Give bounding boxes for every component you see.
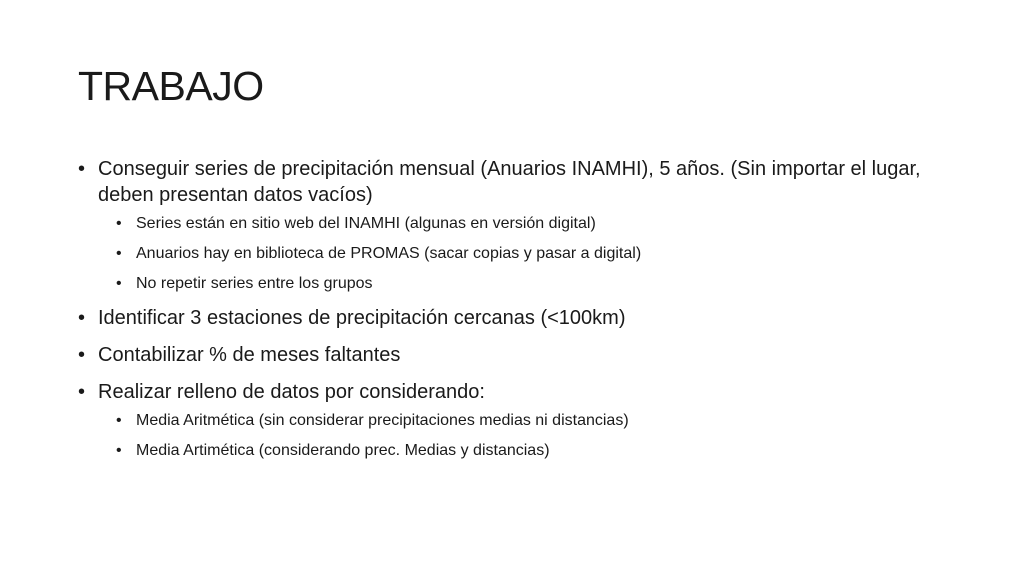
bullet-dot-icon: • bbox=[78, 344, 86, 366]
bullet-item bbox=[78, 156, 958, 294]
sub-bullet-item bbox=[98, 440, 958, 461]
bullet-item bbox=[78, 305, 958, 331]
sub-bullet-list bbox=[98, 213, 958, 294]
sub-bullet-item bbox=[98, 273, 958, 294]
bullet-dot-icon: • bbox=[78, 381, 86, 403]
sub-bullet-dot-icon: • bbox=[116, 215, 122, 232]
sub-bullet-dot-icon: • bbox=[116, 275, 122, 292]
slide-title: TRABAJO bbox=[78, 63, 264, 109]
sub-bullet-dot-icon: • bbox=[116, 412, 122, 429]
bullet-dot-icon: • bbox=[78, 307, 86, 329]
bullet-text: Realizar relleno de datos por considerando: bbox=[98, 381, 485, 403]
sub-bullet-text: Series están en sitio web del INAMHI (algunas en versión digital) bbox=[136, 215, 596, 232]
sub-bullet-list bbox=[98, 410, 958, 461]
sub-bullet-item bbox=[98, 243, 958, 264]
bullet-item bbox=[78, 342, 958, 368]
sub-bullet-text: Media Artimética (considerando prec. Medias y distancias) bbox=[136, 442, 550, 459]
bullet-item bbox=[78, 379, 958, 461]
sub-bullet-item bbox=[98, 410, 958, 431]
sub-bullet-item bbox=[98, 213, 958, 234]
sub-bullet-text: No repetir series entre los grupos bbox=[136, 275, 373, 292]
sub-bullet-text: Anuarios hay en biblioteca de PROMAS (sacar copias y pasar a digital) bbox=[136, 245, 642, 262]
sub-bullet-dot-icon: • bbox=[116, 245, 122, 262]
bullet-dot-icon: • bbox=[78, 158, 86, 180]
sub-bullet-dot-icon: • bbox=[116, 442, 122, 459]
bullet-text: Contabilizar % de meses faltantes bbox=[98, 344, 401, 366]
sub-bullet-text: Media Aritmética (sin considerar precipitaciones medias ni distancias) bbox=[136, 412, 629, 429]
bullet-text: Identificar 3 estaciones de precipitación cercanas (<100km) bbox=[98, 307, 626, 329]
bullet-text: Conseguir series de precipitación mensual (Anuarios INAMHI), 5 años. (Sin importar el lugar, deben presentan datos vacíos) bbox=[98, 158, 921, 206]
bullet-list bbox=[78, 156, 958, 472]
